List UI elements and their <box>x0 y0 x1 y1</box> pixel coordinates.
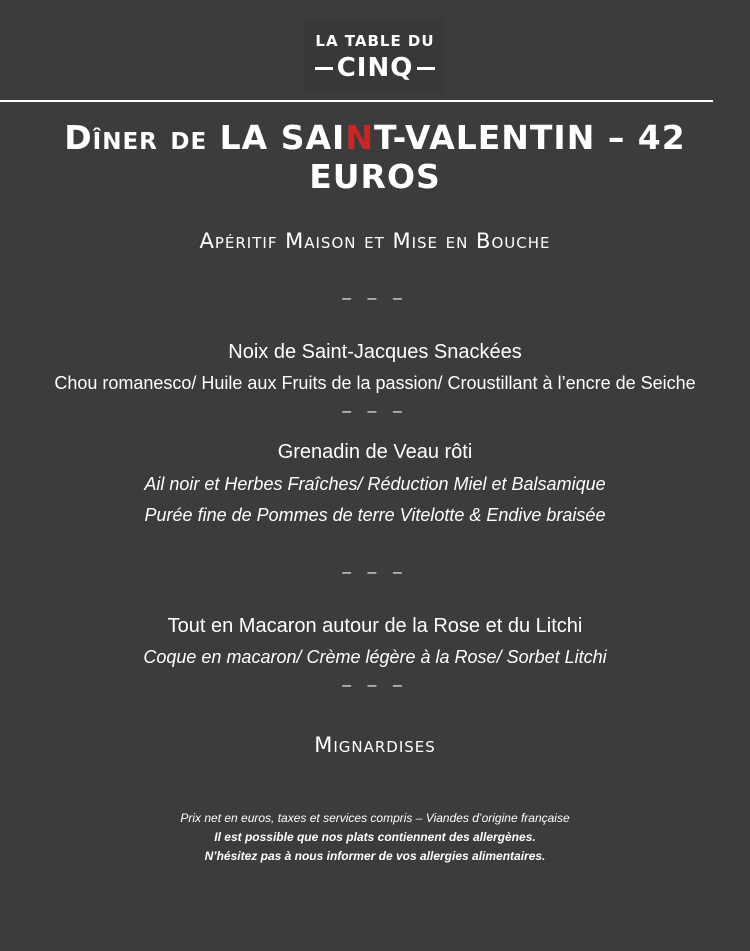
footer-allergy-request: N’hésitez pas à nous informer de vos allergies alimentaires. <box>204 849 546 863</box>
dessert-description: Coque en macaron/ Crème légère à la Rose/ Sorbet Litchi <box>143 647 607 667</box>
footer-allergen-note: Il est possible que nos plats contiennent des allergènes. <box>214 830 536 844</box>
logo-line2: CINQ <box>336 53 414 83</box>
menu-title <box>0 118 750 196</box>
logo-line1: LA TABLE DU <box>315 32 435 50</box>
separator-1: – – – <box>342 290 408 307</box>
main-description-1: Ail noir et Herbes Fraîches/ Réduction Miel et Balsamique <box>144 474 606 494</box>
restaurant-logo <box>305 18 445 94</box>
title-part1: Dîner de <box>64 118 220 157</box>
separator-4: – – – <box>342 677 408 694</box>
mignardises-heading: Mignardises <box>314 733 436 757</box>
header-divider <box>0 100 713 102</box>
main-name: Grenadin de Veau rôti <box>277 441 473 463</box>
aperitif-heading: Apéritif Maison et Mise en Bouche <box>199 229 551 253</box>
separator-2: – – – <box>342 403 408 420</box>
title-part2: LA SAI <box>219 118 346 157</box>
footer-price-note: Prix net en euros, taxes et services compris – Viandes d’origine française <box>180 811 570 825</box>
logo-dash-left <box>315 67 333 70</box>
separator-3: – – – <box>342 564 408 581</box>
starter-name: Noix de Saint-Jacques Snackées <box>228 341 522 363</box>
main-description-2: Purée fine de Pommes de terre Vitelotte & Endive braisée <box>144 505 606 525</box>
starter-description: Chou romanesco/ Huile aux Fruits de la passion/ Croustillant à l’encre de Seiche <box>54 373 696 393</box>
title-part3: T-VALENTIN – 42 EUROS <box>309 118 686 196</box>
logo-line2-wrap <box>305 53 445 83</box>
dessert-name: Tout en Macaron autour de la Rose et du Litchi <box>167 615 583 637</box>
logo-dash-right <box>417 67 435 70</box>
title-red-letter: N <box>345 118 374 157</box>
